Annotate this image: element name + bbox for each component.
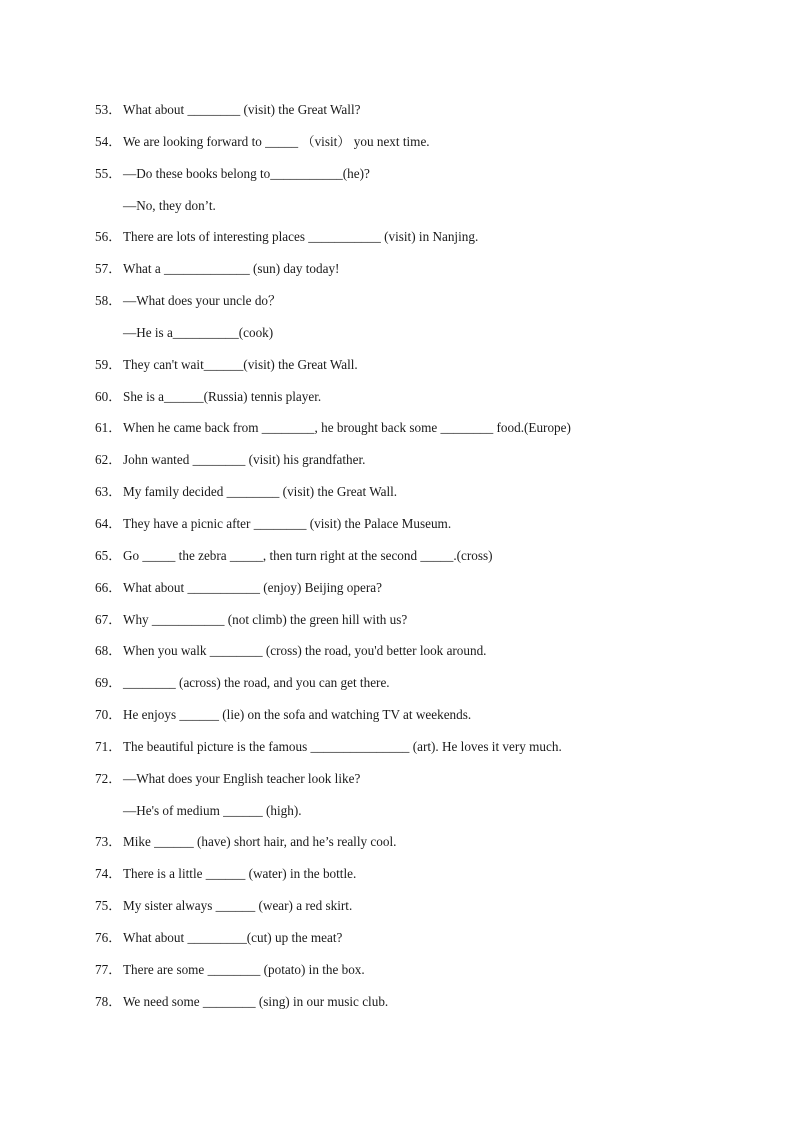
exercise-line bbox=[95, 389, 755, 421]
exercise-line bbox=[95, 739, 755, 771]
item-number: 59． bbox=[95, 356, 122, 372]
item-number: 61． bbox=[95, 420, 122, 436]
item-number: 77． bbox=[95, 961, 122, 977]
exercise-line bbox=[95, 102, 755, 134]
exercise-line bbox=[95, 994, 755, 1026]
exercise-line bbox=[95, 675, 755, 707]
exercise-line bbox=[95, 930, 755, 962]
item-text: What a _____________ (sun) day today! bbox=[123, 261, 340, 277]
item-text: My family decided ________ (visit) the Great Wall. bbox=[123, 484, 398, 500]
exercise-line bbox=[95, 325, 755, 357]
item-number: 64． bbox=[95, 515, 122, 531]
item-number: 78． bbox=[95, 993, 122, 1009]
item-number: 69． bbox=[95, 675, 122, 691]
exercise-line bbox=[95, 866, 755, 898]
item-text: What about ________ (visit) the Great Wall? bbox=[123, 102, 361, 117]
item-text: John wanted ________ (visit) his grandfather. bbox=[123, 452, 366, 468]
item-number: 63． bbox=[95, 484, 122, 500]
item-number: 60． bbox=[95, 388, 122, 404]
item-number: 57． bbox=[95, 261, 122, 277]
exercise-line bbox=[95, 643, 755, 675]
item-text: —He's of medium ______ (high). bbox=[123, 802, 302, 818]
item-text: They can't wait______(visit) the Great Wall. bbox=[123, 356, 358, 372]
item-text: What about _________(cut) up the meat? bbox=[123, 929, 343, 945]
exercise-line bbox=[95, 166, 755, 198]
exercise-line bbox=[95, 771, 755, 803]
item-number: 58． bbox=[95, 293, 122, 309]
item-number: 70． bbox=[95, 707, 122, 723]
item-text: ________ (across) the road, and you can get there. bbox=[123, 675, 390, 691]
item-number: 71． bbox=[95, 738, 122, 754]
exercise-line bbox=[95, 420, 755, 452]
exercise-line bbox=[95, 357, 755, 389]
item-text: —He is a__________(cook) bbox=[123, 324, 274, 340]
item-number: 62． bbox=[95, 452, 122, 468]
item-text: There is a little ______ (water) in the bottle. bbox=[123, 866, 357, 882]
item-text: They have a picnic after ________ (visit) the Palace Museum. bbox=[123, 515, 452, 531]
item-text: Why ___________ (not climb) the green hill with us? bbox=[123, 611, 408, 627]
item-text: —What does your English teacher look like? bbox=[123, 770, 361, 786]
exercise-line bbox=[95, 516, 755, 548]
item-text: —What does your uncle do？ bbox=[123, 293, 282, 309]
exercise-line bbox=[95, 484, 755, 516]
exercise-line bbox=[95, 612, 755, 644]
item-number: 67． bbox=[95, 611, 122, 627]
item-number: 66． bbox=[95, 579, 122, 595]
item-number: 55． bbox=[95, 165, 122, 181]
exercise-list bbox=[95, 102, 755, 1025]
item-text: What about ___________ (enjoy) Beijing opera? bbox=[123, 579, 382, 595]
item-text: She is a______(Russia) tennis player. bbox=[123, 388, 322, 404]
exercise-line bbox=[95, 580, 755, 612]
item-text: He enjoys ______ (lie) on the sofa and watching TV at weekends. bbox=[123, 707, 472, 723]
item-number: 76． bbox=[95, 929, 122, 945]
item-number: 75． bbox=[95, 898, 122, 914]
item-text: When he came back from ________, he brought back some ________ food.(Europe) bbox=[123, 420, 571, 436]
exercise-line bbox=[95, 452, 755, 484]
exercise-line bbox=[95, 293, 755, 325]
item-text: My sister always ______ (wear) a red skirt. bbox=[123, 898, 353, 914]
item-text: Go _____ the zebra _____, then turn right at the second _____.(cross) bbox=[123, 547, 493, 563]
exercise-line bbox=[95, 962, 755, 994]
item-number: 65． bbox=[95, 547, 122, 563]
exercise-line bbox=[95, 834, 755, 866]
exercise-line bbox=[95, 261, 755, 293]
item-number: 53． bbox=[95, 102, 122, 117]
exercise-line bbox=[95, 134, 755, 166]
item-text: The beautiful picture is the famous _______________ (art). He loves it very much. bbox=[123, 738, 562, 754]
item-number: 74． bbox=[95, 866, 122, 882]
item-number: 56． bbox=[95, 229, 122, 245]
item-number: 73． bbox=[95, 834, 122, 850]
item-text: We need some ________ (sing) in our music club. bbox=[123, 993, 389, 1009]
item-text: Mike ______ (have) short hair, and he’s really cool. bbox=[123, 834, 397, 850]
exercise-line bbox=[95, 198, 755, 230]
item-text: We are looking forward to _____ （visit） you next time. bbox=[123, 133, 430, 149]
exercise-line bbox=[95, 803, 755, 835]
item-text: —Do these books belong to___________(he)? bbox=[123, 165, 370, 181]
item-number: 54． bbox=[95, 133, 122, 149]
item-text: When you walk ________ (cross) the road, you'd better look around. bbox=[123, 643, 487, 659]
exercise-line bbox=[95, 548, 755, 580]
exercise-line bbox=[95, 707, 755, 739]
item-text: There are lots of interesting places ___________ (visit) in Nanjing. bbox=[123, 229, 479, 245]
exercise-line bbox=[95, 898, 755, 930]
item-number: 68． bbox=[95, 643, 122, 659]
item-text: There are some ________ (potato) in the box. bbox=[123, 961, 365, 977]
exercise-line bbox=[95, 229, 755, 261]
item-number: 72． bbox=[95, 770, 122, 786]
item-text: —No, they don’t. bbox=[123, 197, 216, 213]
